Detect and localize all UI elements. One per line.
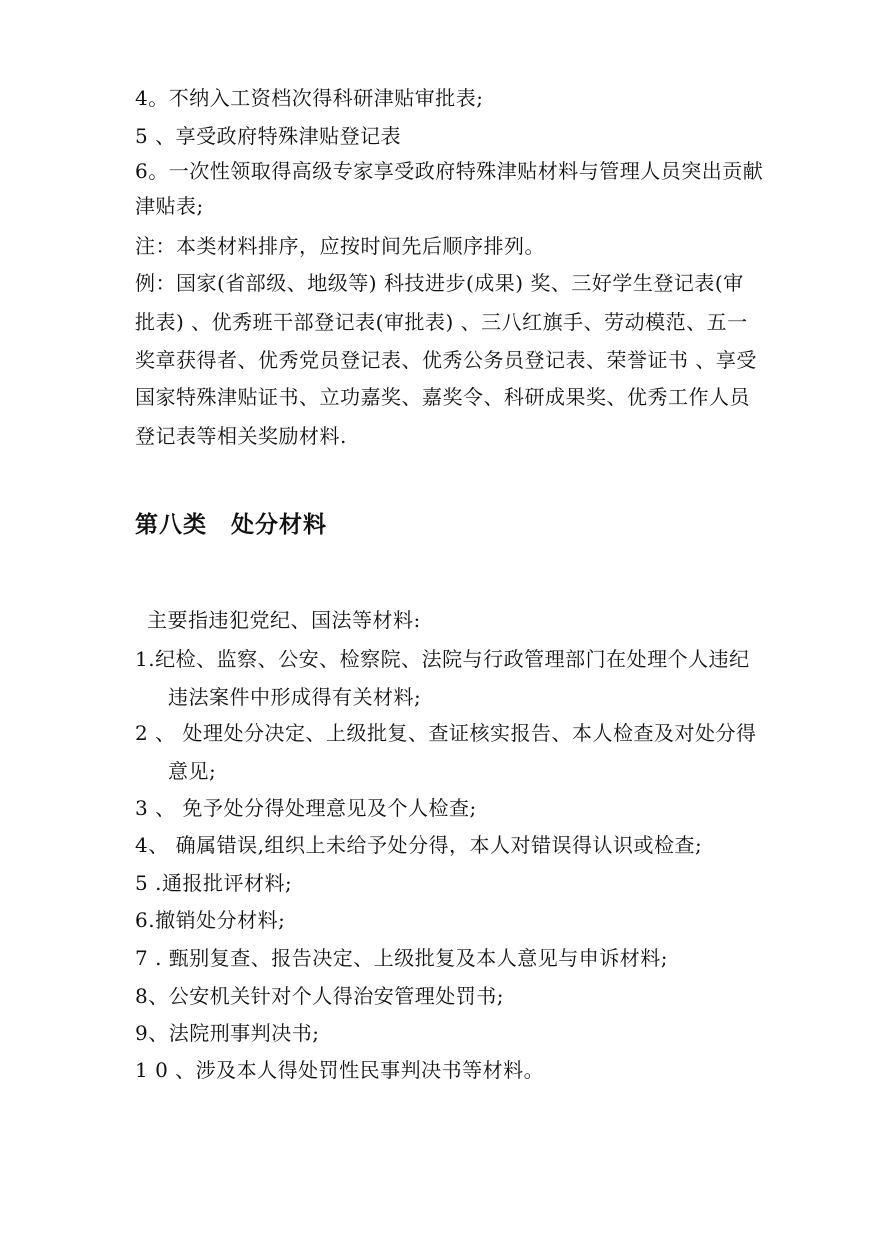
note-text: 注：本类材料排序，应按时间先后顺序排列。	[135, 234, 545, 258]
example-text: 例：国家(省部级、地级等) 科技进步(成果) 奖、三好学生登记表(审	[135, 271, 744, 295]
example-text: 国家特殊津贴证书、立功嘉奖、嘉奖令、科研成果奖、优秀工作人员	[135, 385, 750, 409]
list-item-continuation: 津贴表;	[135, 194, 204, 218]
list-item: 1 0 、涉及本人得处罚性民事判决书等材料。	[135, 1058, 545, 1082]
example-text: 批表) 、优秀班干部登记表(审批表) 、三八红旗手、劳动模范、五一	[135, 310, 748, 334]
section-intro: 主要指违犯党纪、国法等材料:	[147, 608, 421, 632]
list-item-continuation: 意见;	[168, 759, 217, 783]
list-item: 8、公安机关针对个人得治安管理处罚书;	[135, 984, 504, 1008]
list-item-continuation: 违法案件中形成得有关材料;	[168, 685, 422, 709]
list-item: 4。不纳入工资档次得科研津贴审批表;	[135, 86, 484, 110]
list-item: 5 、享受政府特殊津贴登记表	[135, 124, 402, 148]
example-text: 登记表等相关奖励材料.	[135, 424, 347, 448]
list-item: 5 .通报批评材料;	[135, 871, 293, 895]
list-item: 4、 确属错误,组织上未给予处分得，本人对错误得认识或检查;	[135, 833, 703, 857]
list-item: 9、法院刑事判决书;	[135, 1021, 320, 1045]
list-item: 7 . 甄别复查、报告决定、上级批复及本人意见与申诉材料;	[135, 946, 669, 970]
list-item: 3 、 免予处分得处理意见及个人检查;	[135, 796, 477, 820]
example-text: 奖章获得者、优秀党员登记表、优秀公务员登记表、荣誉证书 、享受	[135, 348, 757, 372]
section-heading: 第八类 处分材料	[135, 512, 327, 538]
list-item: 1.纪检、监察、公安、检察院、法院与行政管理部门在处理个人违纪	[135, 647, 750, 671]
list-item: 6.撤销处分材料;	[135, 908, 286, 932]
list-item: 6。一次性领取得高级专家享受政府特殊津贴材料与管理人员突出贡献	[135, 159, 764, 183]
list-item: 2 、 处理处分决定、上级批复、查证核实报告、本人检查及对处分得	[135, 721, 757, 745]
